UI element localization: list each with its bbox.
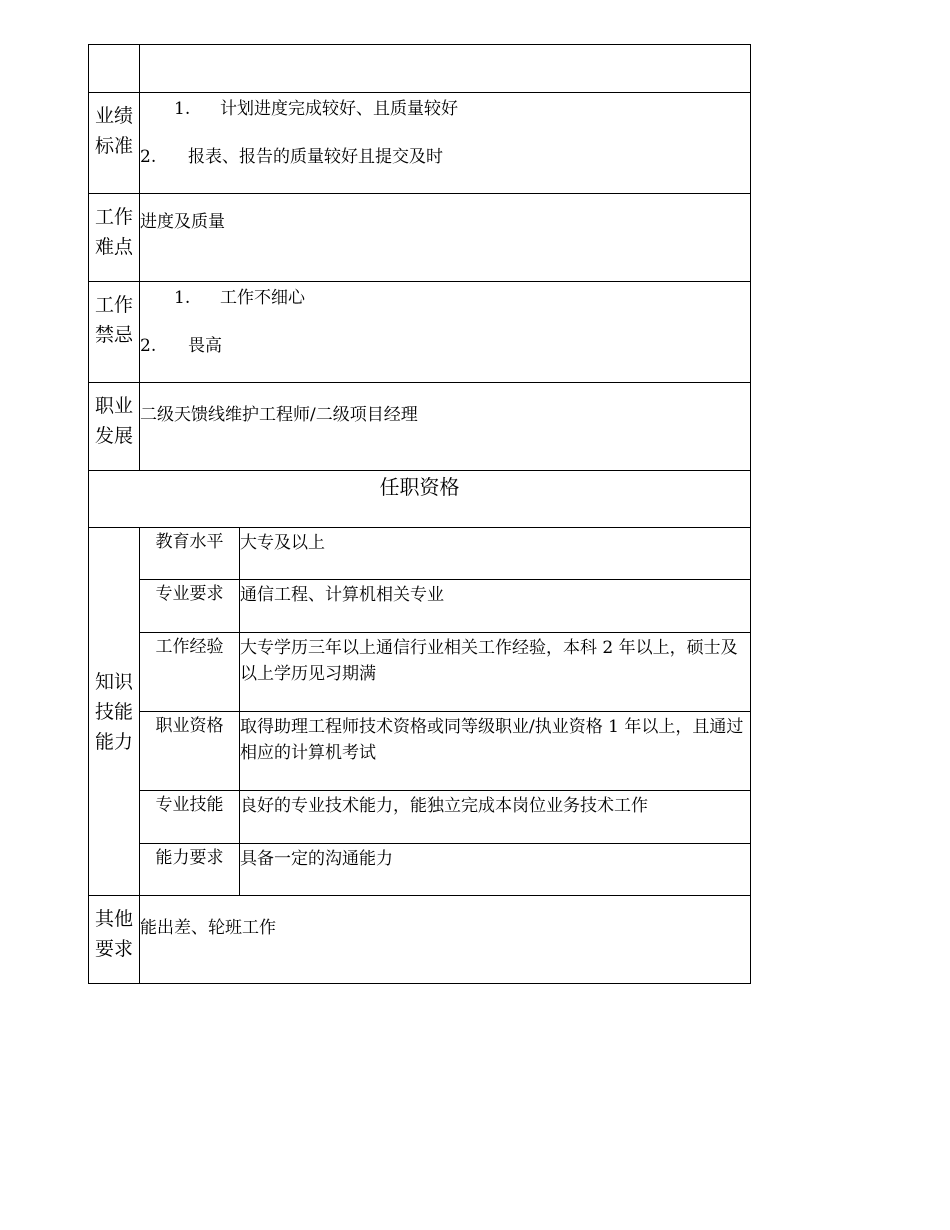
empty-row bbox=[89, 45, 751, 93]
taboo-item-1-num: 1. bbox=[174, 288, 191, 308]
certification-value: 取得助理工程师技术资格或同等级职业/执业资格 1 年以上，且通过相应的计算机考试 bbox=[240, 712, 751, 791]
performance-label bbox=[89, 93, 140, 194]
qualifications-title: 任职资格 bbox=[89, 471, 751, 528]
qual-row-experience bbox=[89, 633, 751, 712]
performance-item-2-num: 2. bbox=[140, 147, 157, 167]
qual-row-ability bbox=[89, 844, 751, 896]
education-label: 教育水平 bbox=[140, 528, 240, 580]
taboo-item-2-text: 畏高 bbox=[188, 336, 222, 356]
performance-item-1-num: 1. bbox=[174, 99, 191, 119]
difficulty-row bbox=[89, 194, 751, 282]
performance-content bbox=[140, 93, 751, 194]
career-label bbox=[89, 383, 140, 471]
other-text: 能出差、轮班工作 bbox=[140, 918, 276, 938]
qual-row-certification bbox=[89, 712, 751, 791]
job-description-table bbox=[88, 44, 751, 984]
difficulty-text: 进度及质量 bbox=[140, 212, 225, 232]
performance-item-2 bbox=[140, 145, 750, 169]
knowledge-label-line1: 知识 bbox=[94, 670, 133, 693]
career-label-line2: 发展 bbox=[94, 425, 133, 447]
other-label-line1: 其他 bbox=[94, 908, 133, 930]
qual-row-major bbox=[89, 580, 751, 633]
performance-item-1-text: 计划进度完成较好、且质量较好 bbox=[220, 99, 458, 119]
skills-label: 专业技能 bbox=[140, 791, 240, 844]
ability-label: 能力要求 bbox=[140, 844, 240, 896]
qual-row-education bbox=[89, 528, 751, 580]
taboo-label-line1: 工作 bbox=[94, 294, 133, 316]
taboo-content bbox=[140, 282, 751, 383]
education-value: 大专及以上 bbox=[240, 528, 751, 580]
taboo-item-1 bbox=[140, 286, 750, 310]
empty-content-cell bbox=[140, 45, 751, 93]
performance-item-2-text: 报表、报告的质量较好且提交及时 bbox=[188, 147, 443, 167]
knowledge-skills-label bbox=[89, 528, 140, 896]
major-label: 专业要求 bbox=[140, 580, 240, 633]
other-row bbox=[89, 896, 751, 984]
performance-row bbox=[89, 93, 751, 194]
difficulty-label bbox=[89, 194, 140, 282]
qual-row-skills bbox=[89, 791, 751, 844]
experience-label: 工作经验 bbox=[140, 633, 240, 712]
difficulty-label-line2: 难点 bbox=[94, 236, 133, 258]
other-label-line2: 要求 bbox=[94, 938, 133, 960]
skills-value: 良好的专业技术能力，能独立完成本岗位业务技术工作 bbox=[240, 791, 751, 844]
other-label bbox=[89, 896, 140, 984]
qualifications-header-row bbox=[89, 471, 751, 528]
taboo-item-2 bbox=[140, 334, 750, 358]
career-text: 二级天馈线维护工程师/二级项目经理 bbox=[140, 405, 418, 425]
other-content bbox=[140, 896, 751, 984]
taboo-item-2-num: 2. bbox=[140, 336, 157, 356]
performance-item-1 bbox=[140, 97, 750, 121]
career-label-line1: 职业 bbox=[94, 395, 133, 417]
career-row bbox=[89, 383, 751, 471]
taboo-label-line2: 禁忌 bbox=[94, 324, 133, 346]
empty-label-cell bbox=[89, 45, 140, 93]
career-content bbox=[140, 383, 751, 471]
difficulty-content bbox=[140, 194, 751, 282]
performance-label-line2: 标准 bbox=[94, 135, 133, 157]
knowledge-label-line3: 能力 bbox=[94, 730, 133, 753]
taboo-label bbox=[89, 282, 140, 383]
performance-label-line1: 业绩 bbox=[94, 105, 133, 127]
taboo-row bbox=[89, 282, 751, 383]
knowledge-label-line2: 技能 bbox=[94, 700, 133, 723]
experience-value: 大专学历三年以上通信行业相关工作经验，本科 2 年以上，硕士及以上学历见习期满 bbox=[240, 633, 751, 712]
difficulty-label-line1: 工作 bbox=[94, 206, 133, 228]
major-value: 通信工程、计算机相关专业 bbox=[240, 580, 751, 633]
taboo-item-1-text: 工作不细心 bbox=[220, 288, 305, 308]
certification-label: 职业资格 bbox=[140, 712, 240, 791]
ability-value: 具备一定的沟通能力 bbox=[240, 844, 751, 896]
